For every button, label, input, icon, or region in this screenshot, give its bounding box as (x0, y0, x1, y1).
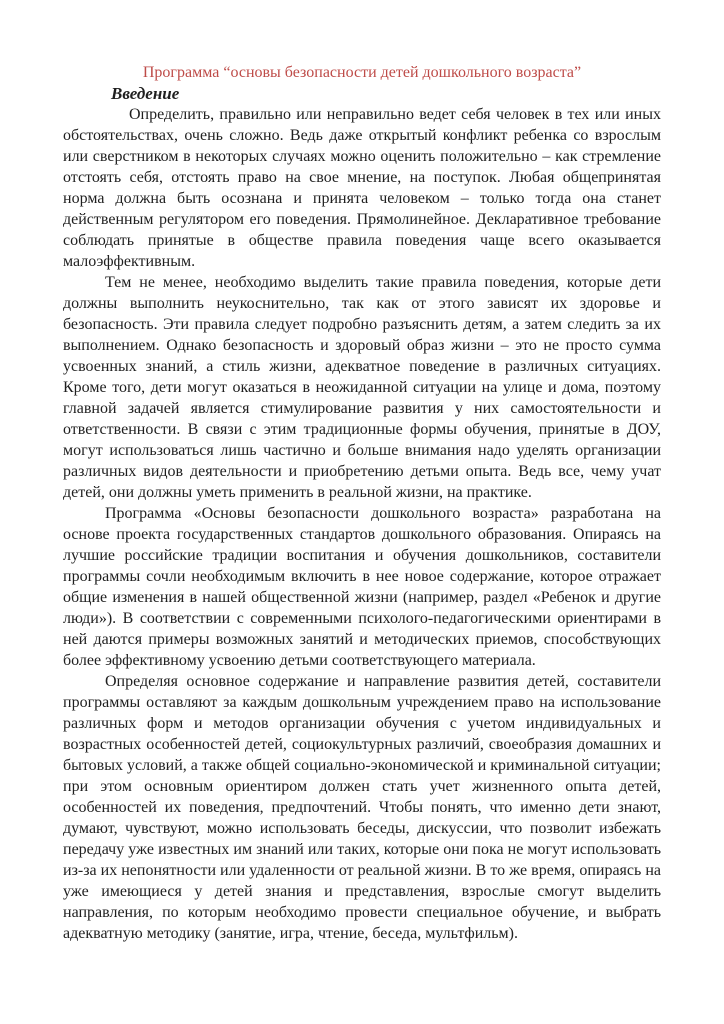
section-heading-vvedenie: Введение (111, 84, 180, 103)
paragraph-3: Программа «Основы безопасности дошкольного возраста» разработана на основе проекта государственных стандартов дошкольного образования. Опираясь на лучшие российские традиции воспитания и обучения дошкольников, составители программы сочли необходимым включить в нее новое содержание, которое отражает общие изменения в нашей общественной жизни (например, раздел «Ребенок и другие люди»). В соответствии с современными психолого-педагогическими ориентирами в ней даются примеры возможных занятий и методических приемов, способствующих более эффективному усвоению детьми соответствующего материала. (63, 505, 661, 669)
paragraph-1: Определить, правильно или неправильно ведет себя человек в тех или иных обстоятельствах, очень сложно. Ведь даже открытый конфликт ребенка со взрослым или сверстником в некоторых случаях можно оценить положительно – как стремление отстоять себя, отстоять право на свое мнение, на поступок. Любая общепринятая норма должна быть осознана и принята человеком – только тогда она станет действенным регулятором его поведения. Прямолинейное. Декларативное требование соблюдать принятые в обществе правила поведения чаще всего оказывается малоэффективным. (63, 106, 661, 270)
document-title: Программа “основы безопасности детей дошкольного возраста” (142, 64, 582, 81)
paragraph-4: Определяя основное содержание и направление развития детей, составители программы оставляют за каждым дошкольным учреждением право на использование различных форм и методов организации обучения с учетом индивидуальных и возрастных особенностей детей, социокультурных различий, своеобразия домашних и бытовых условий, а также общей социально-экономической и криминальной ситуации; при этом основным ориентиром должен стать учет жизненного опыта детей, особенностей их поведения, предпочтений. Чтобы понять, что именно дети знают, думают, чувствуют, можно использовать беседы, дискуссии, что позволит избежать передачу уже известных им знаний или таких, которые они пока не могут использовать из-за их непонятности или удаленности от реальной жизни. В то же время, опираясь на уже имеющиеся у детей знания и представления, взрослые смогут выделить направления, по которым необходимо провести специальное обучение, и выбрать адекватную методику (занятие, игра, чтение, беседа, мультфильм). (63, 673, 661, 942)
paragraph-2: Тем не менее, необходимо выделить такие правила поведения, которые дети должны выполнить неукоснительно, так как от этого зависят их здоровье и безопасность. Эти правила следует подробно разъяснить детям, а затем следить за их выполнением. Однако безопасность и здоровый образ жизни – это не просто сумма усвоенных знаний, а стиль жизни, адекватное поведение в различных ситуациях. Кроме того, дети могут оказаться в неожиданной ситуации на улице и дома, поэтому главной задачей является стимулирование развития у них самостоятельности и ответственности. В связи с этим традиционные формы обучения, принятые в ДОУ, могут использоваться лишь частично и больше внимания надо уделять организации различных видов деятельности и приобретению детьми опыта. Ведь все, чему учат детей, они должны уметь применить в реальной жизни, на практике. (63, 274, 661, 501)
document-content (63, 62, 661, 944)
